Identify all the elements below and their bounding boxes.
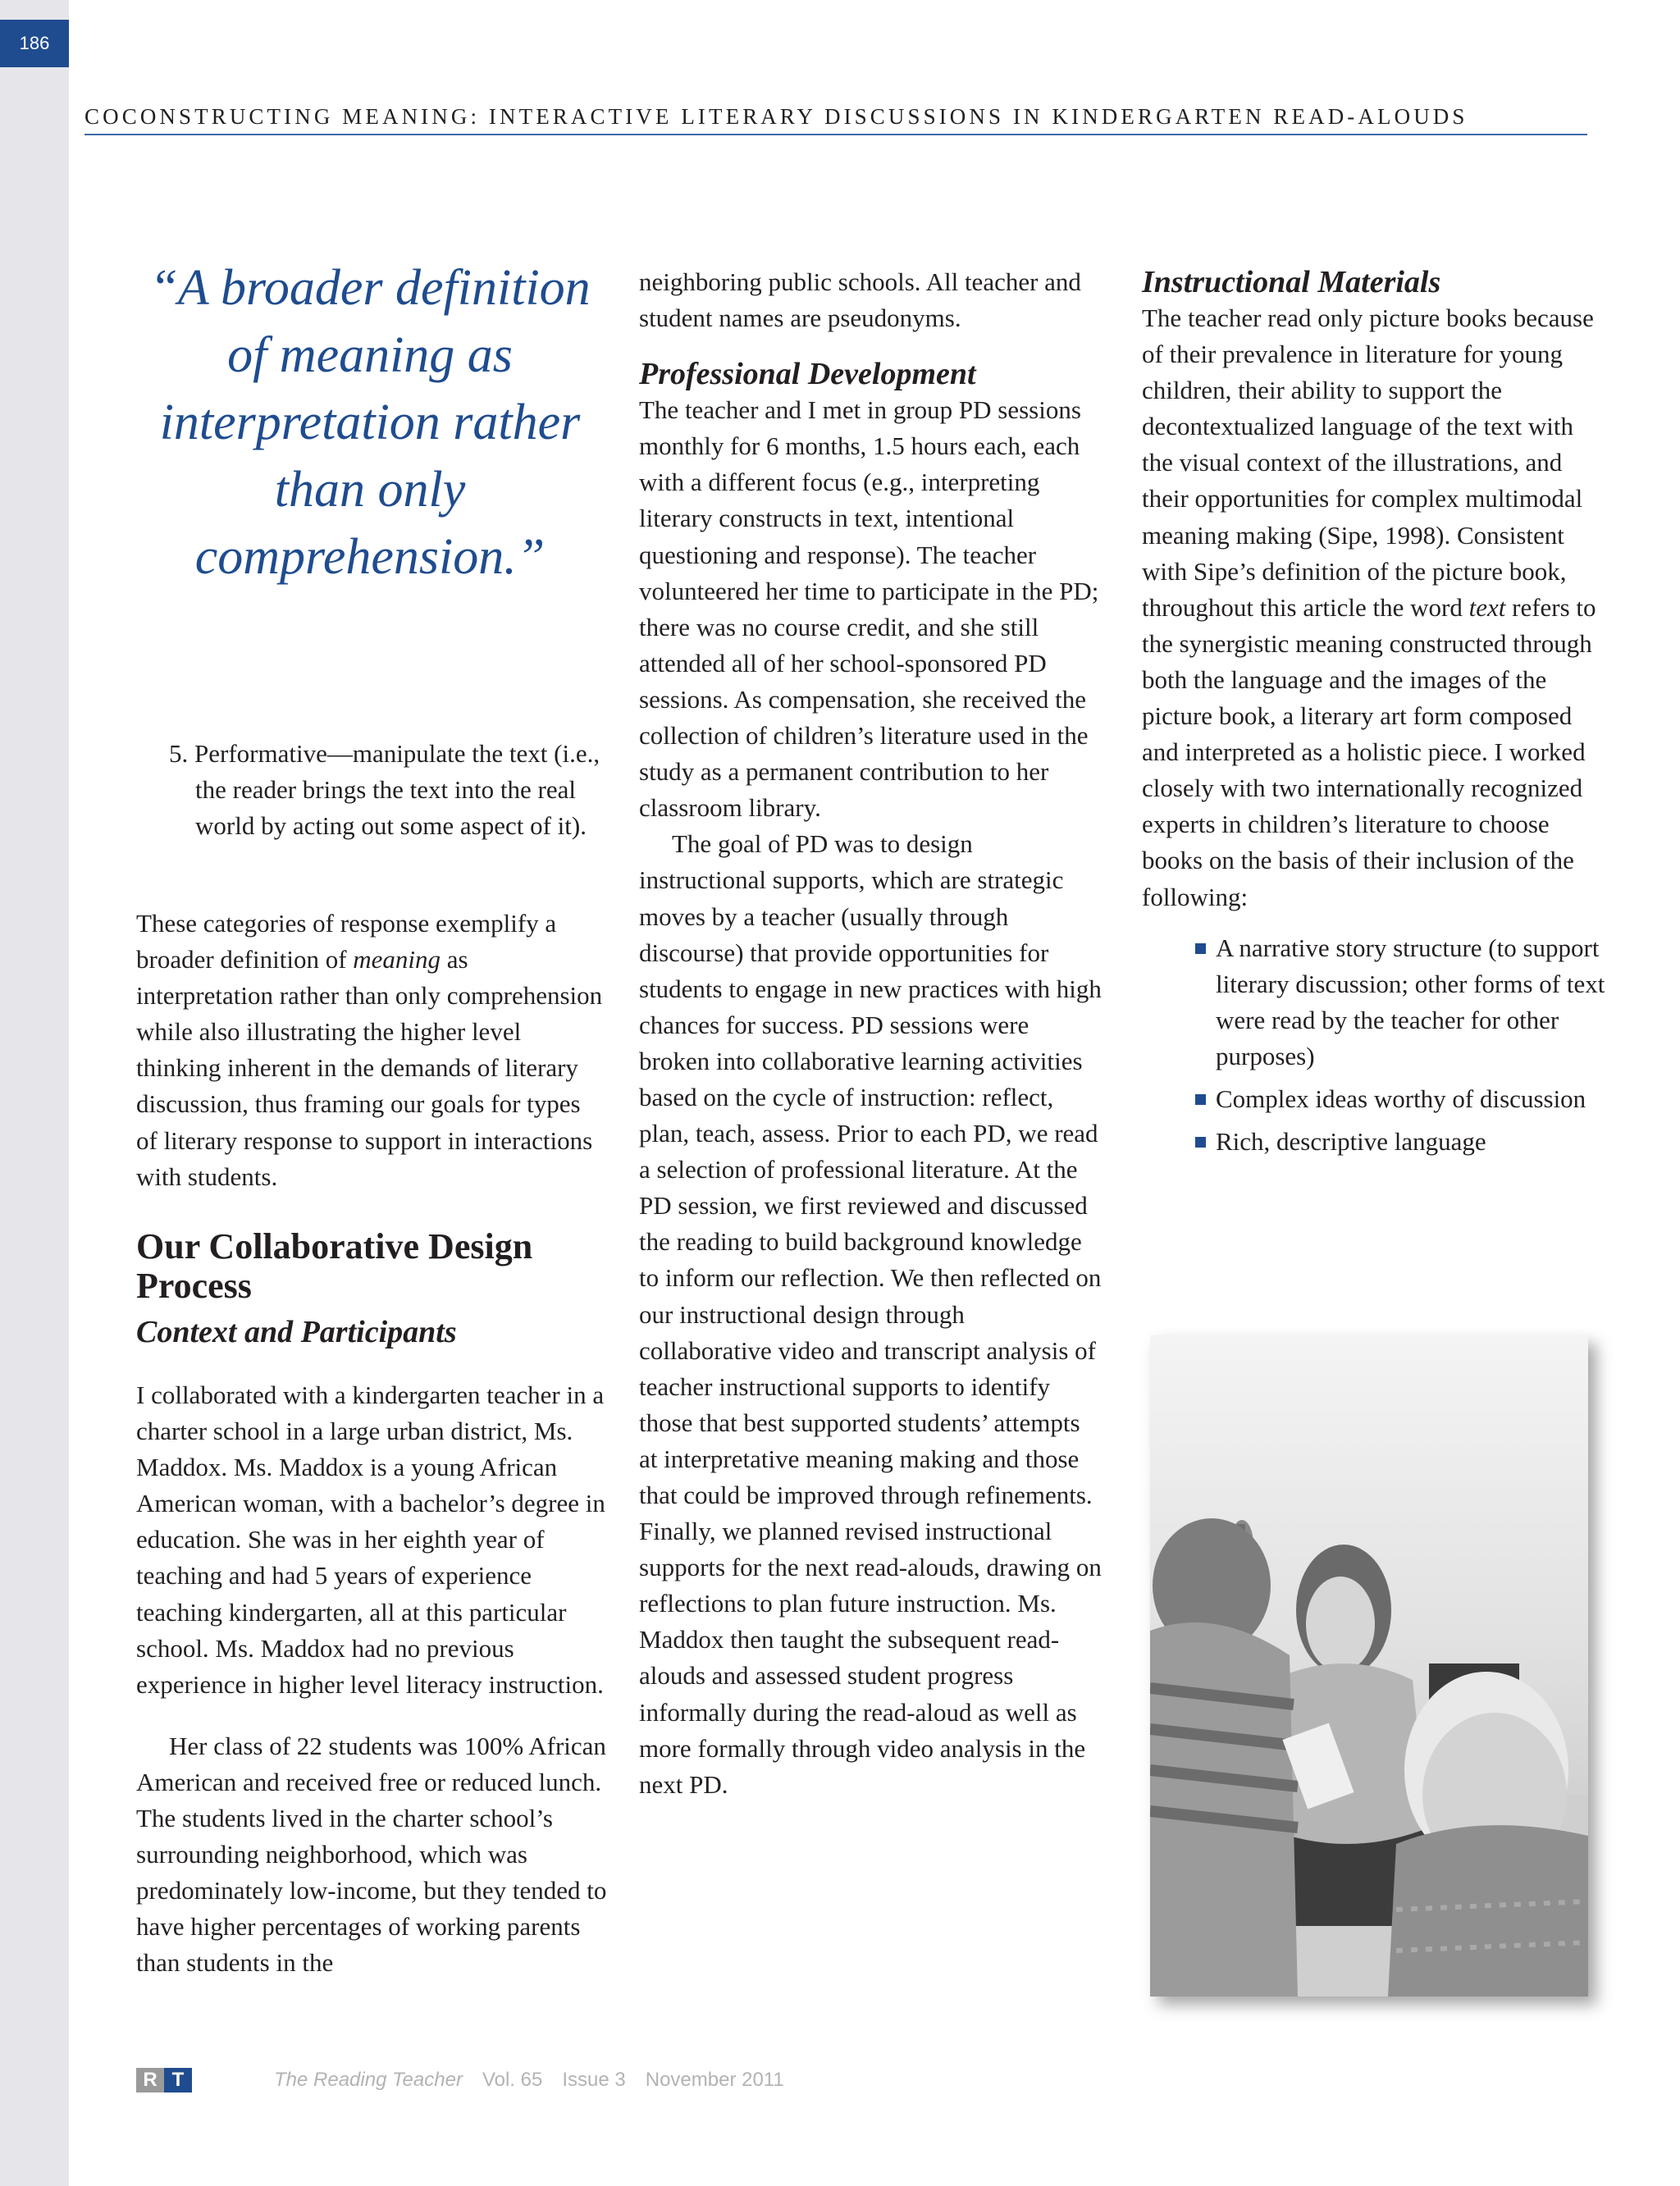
page-sidebar [0, 0, 69, 2186]
emphasis-text: text [1468, 592, 1506, 622]
page-number: 186 [0, 20, 69, 67]
context-body [136, 1352, 608, 2007]
subsection-heading-pd: Professional Development [639, 357, 976, 392]
emphasis-meaning: meaning [353, 945, 441, 974]
journal-issue: Issue 3 [562, 2069, 626, 2091]
paragraph: The goal of PD was to design instructional supports, which are strategic moves by a teacher (usually through discourse) that provide opportunities for students to engage in new practices with high chances for success. PD sessions were broken into collaborative learning activities based on the cycle of instruction: reflect, plan, teach, assess. Prior to each PD, we read a selection of professional literature. At the PD session, we first reviewed and discussed the reading to build background knowledge to inform our reflection. We then reflected on our instructional design through collaborative video and transcript analysis of teacher instructional supports to identify those that best supported students’ attempts at interpretative meaning making and those that could be improved through refinements. Finally, we planned revised instructional supports for the next read-alouds, drawing on reflections to plan future instruction. Ms. Maddox then taught the subsequent read-alouds and assessed student progress informally during the read-aloud as well as more formally through video analysis in the next PD. [639, 829, 1102, 1799]
paragraph-categories: These categories of response exemplify a broader definition of meaning as interpretation rather than only comprehension while also illustrating the higher level thinking inherent in the demands of literary discussion, thus framing our goals for types of literary response to support in interactions with students. [136, 909, 603, 1191]
running-head: COCONSTRUCTING MEANING: INTERACTIVE LITERARY DISCUSSIONS IN KINDERGARTEN READ-ALOUDS [84, 104, 1468, 129]
list-item: A narrative story structure (to support literary discussion; other forms of text were read by the teacher for other purposes) [1195, 930, 1609, 1075]
paragraph: The teacher read only picture books because of their prevalence in literature for young children, their ability to support the decontextualized language of the text with the visual context of the illustrations, and their opportunities for complex multimodal meaning making (Sipe, 1998). Consistent with Sipe’s definition of the picture book, throughout this article the word text refers to the synergistic meaning constructed through both the language and the images of the picture book, a literary art form composed and interpreted as a holistic piece. I worked closely with two internationally recognized experts in children’s literature to choose books on the basis of their inclusion of the following: [1142, 303, 1596, 911]
journal-date: November 2011 [645, 2069, 784, 2091]
pull-quote: “A broader definition of meaning as interpretation rather than only comprehension.” [149, 260, 591, 585]
subsection-heading-materials: Instructional Materials [1142, 265, 1441, 299]
footer [136, 2067, 804, 2093]
list-item: Rich, descriptive language [1195, 1124, 1609, 1160]
paragraph: The teacher and I met in group PD sessions monthly for 6 months, 1.5 hours each, each with a different focus (e.g., interpreting literary constructs in text, intentional questioning and response). The teacher volunteered her time to participate in the PD; there was no course credit, and she still attended all of her school-sponsored PD sessions. As compensation, she received the collection of children’s literature used in the study as a permanent contribution to her classroom library. [639, 395, 1099, 823]
column-middle [639, 264, 1103, 1803]
list-item: Complex ideas worthy of discussion [1195, 1081, 1609, 1117]
subsection-heading-context: Context and Participants [136, 1315, 457, 1349]
journal-title: The Reading Teacher [274, 2069, 463, 2091]
square-bullet-icon [1195, 943, 1206, 954]
column-right [1142, 264, 1609, 1166]
square-bullet-icon [1195, 1094, 1206, 1105]
square-bullet-icon [1195, 1137, 1206, 1148]
journal-volume: Vol. 65 [482, 2069, 543, 2091]
criteria-list [1142, 930, 1609, 1161]
paragraph: Her class of 22 students was 100% African American and received free or reduced lunch. The students lived in the charter school’s surrounding neighborhood, which was predominately low-income, but they tended to have higher percentages of working parents than students in the [136, 1731, 607, 1978]
paragraph: neighboring public schools. All teacher and student names are pseudonyms. [639, 267, 1081, 333]
list-item-performative: 5. Performative—manipulate the text (i.e., the reader brings the text into the real world by acting out some aspect of it). [169, 739, 600, 841]
rt-logo: R T [136, 2068, 192, 2092]
classroom-photo [1150, 1335, 1588, 1997]
section-heading: Our Collaborative Design Process [136, 1226, 533, 1306]
paragraph: I collaborated with a kindergarten teacher in a charter school in a large urban district, Ms. Maddox. Ms. Maddox is a young African American woman, with a bachelor’s degree in education. She was in her eighth year of teaching and had 5 years of experience teaching kindergarten, all at this particular school. Ms. Maddox had no previous experience in higher level literacy instruction. [136, 1381, 605, 1699]
running-head-rule [84, 134, 1587, 135]
